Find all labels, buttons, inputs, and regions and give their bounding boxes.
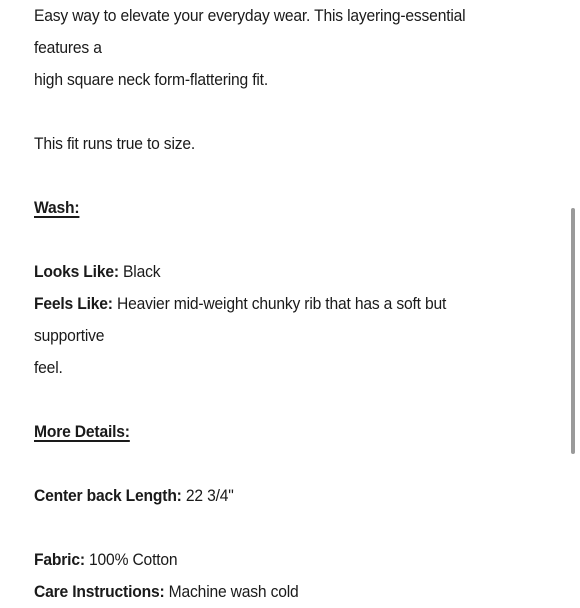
intro-line: high square neck form-flattering fit. — [34, 70, 268, 89]
center-back-length-value: 22 3/4" — [181, 486, 234, 505]
looks-like-label: Looks Like: — [34, 262, 119, 281]
care-instructions-row — [34, 576, 512, 608]
spacer — [34, 224, 512, 256]
spacer — [34, 384, 512, 416]
looks-like-value: Black — [118, 262, 161, 281]
feels-like-label: Feels Like: — [34, 294, 113, 313]
more-details-heading: More Details: — [34, 422, 130, 441]
scrollbar-thumb[interactable] — [571, 208, 575, 454]
feels-like-row — [34, 288, 512, 352]
fabric-label: Fabric: — [34, 550, 85, 569]
center-back-length-label: Center back Length: — [34, 486, 182, 505]
wash-heading: Wash: — [34, 198, 80, 217]
spacer — [34, 448, 512, 480]
fit-note: This fit runs true to size. — [34, 134, 196, 153]
looks-like-row — [34, 256, 512, 288]
care-instructions-value: Machine wash cold — [164, 582, 299, 601]
spacer — [34, 160, 512, 192]
fabric-value: 100% Cotton — [84, 550, 178, 569]
vertical-scrollbar[interactable] — [572, 0, 578, 580]
center-back-length-row — [34, 480, 512, 512]
feels-like-value-continued: feel. — [34, 358, 63, 377]
product-description — [34, 0, 512, 608]
fabric-row — [34, 544, 512, 576]
spacer — [34, 512, 512, 544]
intro-line: Easy way to elevate your everyday wear. This layering-essential features a — [34, 6, 466, 57]
spacer — [34, 96, 512, 128]
care-instructions-label: Care Instructions: — [34, 582, 165, 601]
feels-like-value: Heavier mid-weight chunky rib that has a soft but supportive — [34, 294, 447, 345]
